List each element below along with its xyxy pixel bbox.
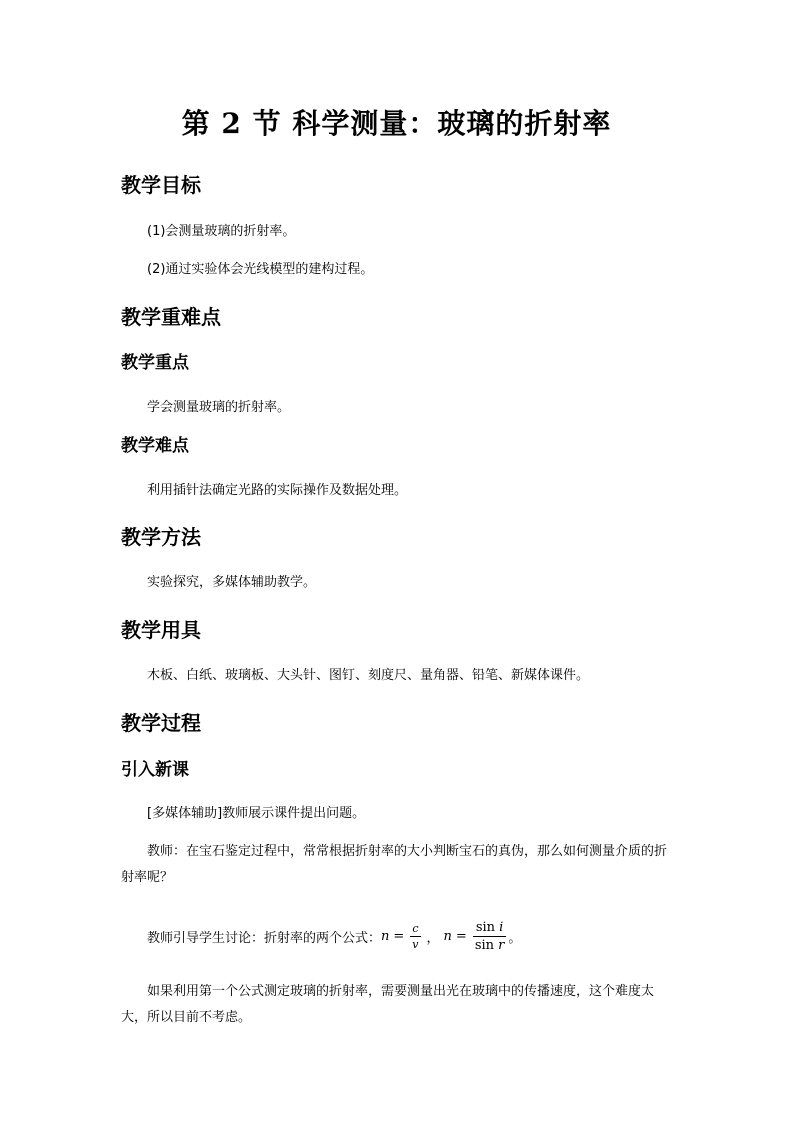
formula-intro-text: 教师引导学生讨论：折射率的两个公式： bbox=[147, 930, 382, 946]
tools-text: 木板、白纸、玻璃板、大头针、图钉、刻度尺、量角器、铅笔、新媒体课件。 bbox=[147, 668, 590, 683]
formula2-lhs: n bbox=[443, 928, 452, 944]
heading-objectives: 教学目标 bbox=[121, 173, 201, 197]
heading-key-difficult: 教学重难点 bbox=[121, 305, 221, 329]
formula2-fraction bbox=[473, 920, 507, 953]
formula2-numerator bbox=[474, 920, 506, 935]
heading-difficult-points: 教学难点 bbox=[121, 436, 189, 456]
formula1-equals: = bbox=[393, 928, 405, 944]
methods-text: 实验探究，多媒体辅助教学。 bbox=[147, 575, 317, 590]
heading-tools: 教学用具 bbox=[121, 618, 201, 642]
formula2-den-fn: sin bbox=[474, 937, 495, 953]
key-points-text: 学会测量玻璃的折射率。 bbox=[147, 400, 291, 415]
formula2-fraction-bar bbox=[473, 936, 507, 937]
formula2-denominator bbox=[473, 938, 507, 953]
process-paragraph-1: [多媒体辅助]教师展示课件提出问题。 bbox=[147, 806, 366, 821]
formula-n-equals-sin-ratio bbox=[444, 920, 509, 953]
heading-intro: 引入新课 bbox=[121, 760, 189, 780]
formula-paragraph bbox=[147, 916, 521, 956]
heading-key-points: 教学重点 bbox=[121, 353, 189, 373]
process-paragraph-2: 教师：在宝石鉴定过程中，常常根据折射率的大小判断宝石的真伪，那么如何测量介质的折射率呢？ bbox=[121, 844, 668, 885]
difficult-points-text: 利用插针法确定光路的实际操作及数据处理。 bbox=[147, 483, 408, 498]
heading-methods: 教学方法 bbox=[121, 525, 201, 549]
objective-item-2: (2)通过实验体会光线模型的建构过程。 bbox=[147, 262, 374, 277]
formula2-num-fn: sin bbox=[475, 919, 496, 935]
heading-process: 教学过程 bbox=[121, 711, 201, 735]
page-title: 第 2 节 科学测量：玻璃的折射率 bbox=[181, 107, 612, 140]
formula1-denominator: v bbox=[412, 937, 419, 951]
formula1-numerator: c bbox=[412, 921, 419, 935]
formula-n-equals-c-over-v bbox=[381, 922, 423, 951]
formula-suffix: 。 bbox=[508, 930, 522, 946]
formula-separator: ， bbox=[426, 930, 440, 946]
formula2-equals: = bbox=[455, 928, 467, 944]
process-paragraph-4: 如果利用第一个公式测定玻璃的折射率，需要测量出光在玻璃中的传播速度，这个难度太大，所以目前不考虑。 bbox=[121, 984, 655, 1025]
formula1-lhs: n bbox=[381, 928, 390, 944]
formula1-fraction bbox=[410, 922, 420, 951]
formula2-num-var: i bbox=[499, 919, 504, 935]
objective-item-1: (1)会测量玻璃的折射率。 bbox=[147, 224, 296, 239]
formula2-den-var: r bbox=[498, 937, 505, 953]
formula1-fraction-bar bbox=[410, 936, 420, 937]
